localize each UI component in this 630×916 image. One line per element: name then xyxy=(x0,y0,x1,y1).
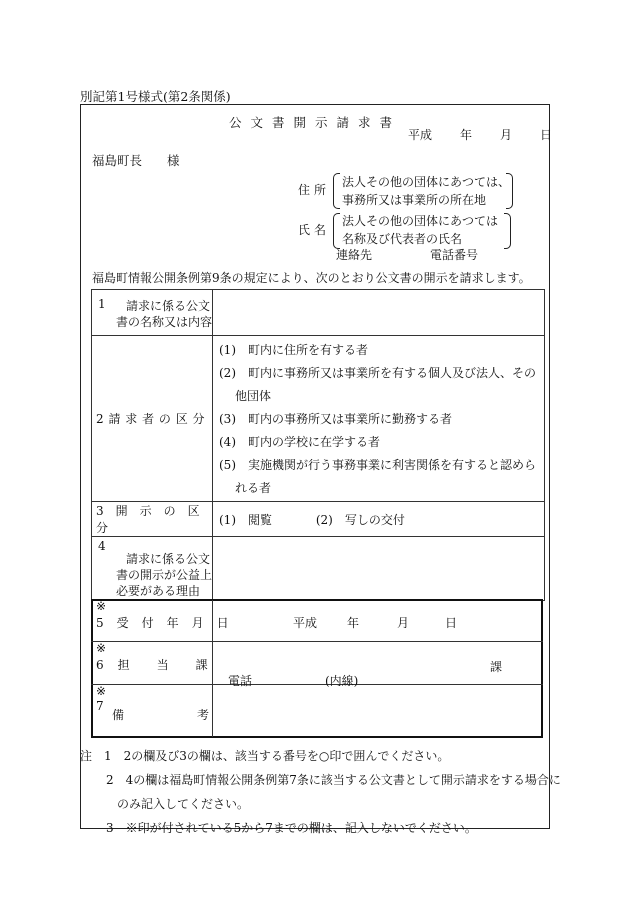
row4-label: 4 請求に係る公文 書の開示が公益上 必要がある理由 xyxy=(92,537,213,601)
row1-value[interactable] xyxy=(213,290,545,336)
form-title: 公文書開示請求書 xyxy=(228,115,401,130)
note-2b: のみ記入してください。 xyxy=(117,797,250,811)
table-row xyxy=(92,290,545,336)
row2-label: 2 請 求 者 の 区 分 xyxy=(92,336,213,502)
note-3: 3 ※印が付されている5から7までの欄は、記入しないでください。 xyxy=(106,821,477,835)
addressee: 福島町長 様 xyxy=(92,153,180,168)
date-month: 月 xyxy=(500,128,513,142)
row-separator xyxy=(91,684,543,685)
row6-label: 6 担 当 課 xyxy=(96,658,209,672)
table-row xyxy=(92,502,545,537)
notes xyxy=(80,744,561,840)
row4-value[interactable] xyxy=(213,537,545,601)
request-table xyxy=(91,289,545,601)
row6-tel: 電話 xyxy=(228,674,253,688)
address-bracket-left xyxy=(333,173,340,209)
row2-options[interactable]: (1) 町内に住所を有する者 (2) 町内に事務所又は事業所を有する個人及び法人、その 他団体 (3) 町内の事務所又は事業所に勤務する者 (4) 町内の学校に在学する者 (5) 実施機関が行う事務事業に利害関係を有すると認めら れる者 xyxy=(213,336,545,502)
row3-options[interactable]: (1) 閲覧 (2) 写しの交付 xyxy=(213,502,545,537)
row5-label: 5 受 付 年 月 日 xyxy=(96,616,230,630)
note-2a: 2 4の欄は福島町情報公開条例第7条に該当する公文書として開示請求をする場合に xyxy=(106,773,561,787)
name-note: 法人その他の団体にあつては 名称及び代表者の氏名 xyxy=(342,214,499,246)
table-row xyxy=(92,336,545,502)
row3-label: 3 開 示 の 区 分 xyxy=(92,502,213,537)
date-line xyxy=(408,126,552,143)
row6-mark: ※ xyxy=(96,641,107,655)
name-bracket-left xyxy=(333,213,340,249)
contact-label: 連絡先 xyxy=(336,248,373,262)
row5-mark: ※ xyxy=(96,599,107,613)
date-day: 日 xyxy=(540,128,553,142)
row1-label: 1 請求に係る公文 書の名称又は内容 xyxy=(92,290,213,336)
intro-text: 福島町情報公開条例第9条の規定により、次のとおり公文書の開示を請求します。 xyxy=(92,271,531,285)
row5-date[interactable]: 平成 年 月 日 xyxy=(293,616,458,630)
table-row xyxy=(92,537,545,601)
name-label: 氏名 xyxy=(298,223,331,237)
row7-mark: ※ xyxy=(96,684,107,698)
note-1: 1 2の欄及び3の欄は、該当する番号を○印で囲んでください。 xyxy=(104,749,450,763)
row6-ka: 課 xyxy=(490,660,503,674)
row7-num: 7 xyxy=(96,699,104,713)
address-label: 住所 xyxy=(298,183,331,197)
row7-label-a: 備 xyxy=(112,708,125,722)
name-bracket-right xyxy=(504,213,511,249)
date-year: 年 xyxy=(460,128,473,142)
row6-ext: (内線) xyxy=(325,674,359,688)
notes-head: 注 xyxy=(80,749,93,763)
row-separator xyxy=(91,641,543,642)
address-note: 法人その他の団体にあつては、 事務所又は事業所の所在地 xyxy=(342,175,511,207)
form-reference: 別記第1号様式(第2条関係) xyxy=(80,89,231,104)
date-era: 平成 xyxy=(408,128,433,142)
address-bracket-right xyxy=(506,173,513,209)
row7-label-b: 考 xyxy=(197,708,210,722)
phone-label: 電話番号 xyxy=(430,248,479,262)
